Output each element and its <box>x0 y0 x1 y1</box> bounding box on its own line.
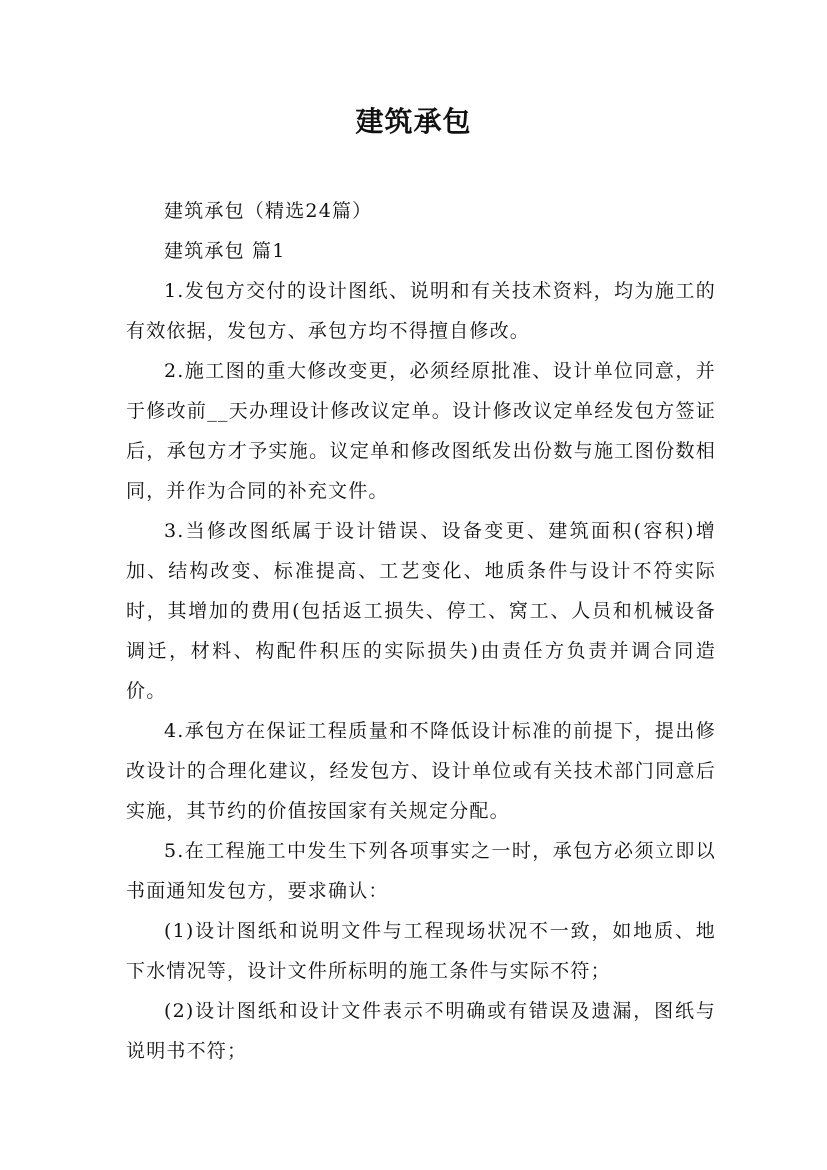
paragraph-subitem-1: (1)设计图纸和说明文件与工程现场状况不一致，如地质、地下水情况等，设计文件所标明的施工条件与实际不符； <box>126 920 716 982</box>
paragraph-section-heading: 建筑承包 篇1 <box>164 240 286 262</box>
document-title: 建筑承包 <box>355 105 472 138</box>
paragraph-item-3: 3.当修改图纸属于设计错误、设备变更、建筑面积(容积)增加、结构改变、标准提高、工艺变化、地质条件与设计不符实际时，其增加的费用(包括返工损失、停工、窝工、人员和机械设备调迁，材料、构配件积压的实际损失)由责任方负责并调合同造价。 <box>126 520 716 702</box>
paragraph-subitem-2: (2)设计图纸和设计文件表示不明确或有错误及遗漏，图纸与说明书不符； <box>126 1000 716 1062</box>
paragraph-item-4: 4.承包方在保证工程质量和不降低设计标准的前提下，提出修改设计的合理化建议，经发包方、设计单位或有关技术部门同意后实施，其节约的价值按国家有关规定分配。 <box>126 720 716 822</box>
document-body <box>126 191 716 1071</box>
paragraph-item-2: 2.施工图的重大修改变更，必须经原批准、设计单位同意，并于修改前__天办理设计修改议定单。设计修改议定单经发包方签证后，承包方才予实施。议定单和修改图纸发出份数与施工图份数相同，并作为合同的补充文件。 <box>126 360 716 502</box>
paragraph-item-1: 1.发包方交付的设计图纸、说明和有关技术资料，均为施工的有效依据，发包方、承包方均不得擅自修改。 <box>126 280 716 342</box>
paragraph-item-5: 5.在工程施工中发生下列各项事实之一时，承包方必须立即以书面通知发包方，要求确认： <box>126 840 716 902</box>
paragraph-subtitle: 建筑承包（精选24篇） <box>164 200 373 222</box>
